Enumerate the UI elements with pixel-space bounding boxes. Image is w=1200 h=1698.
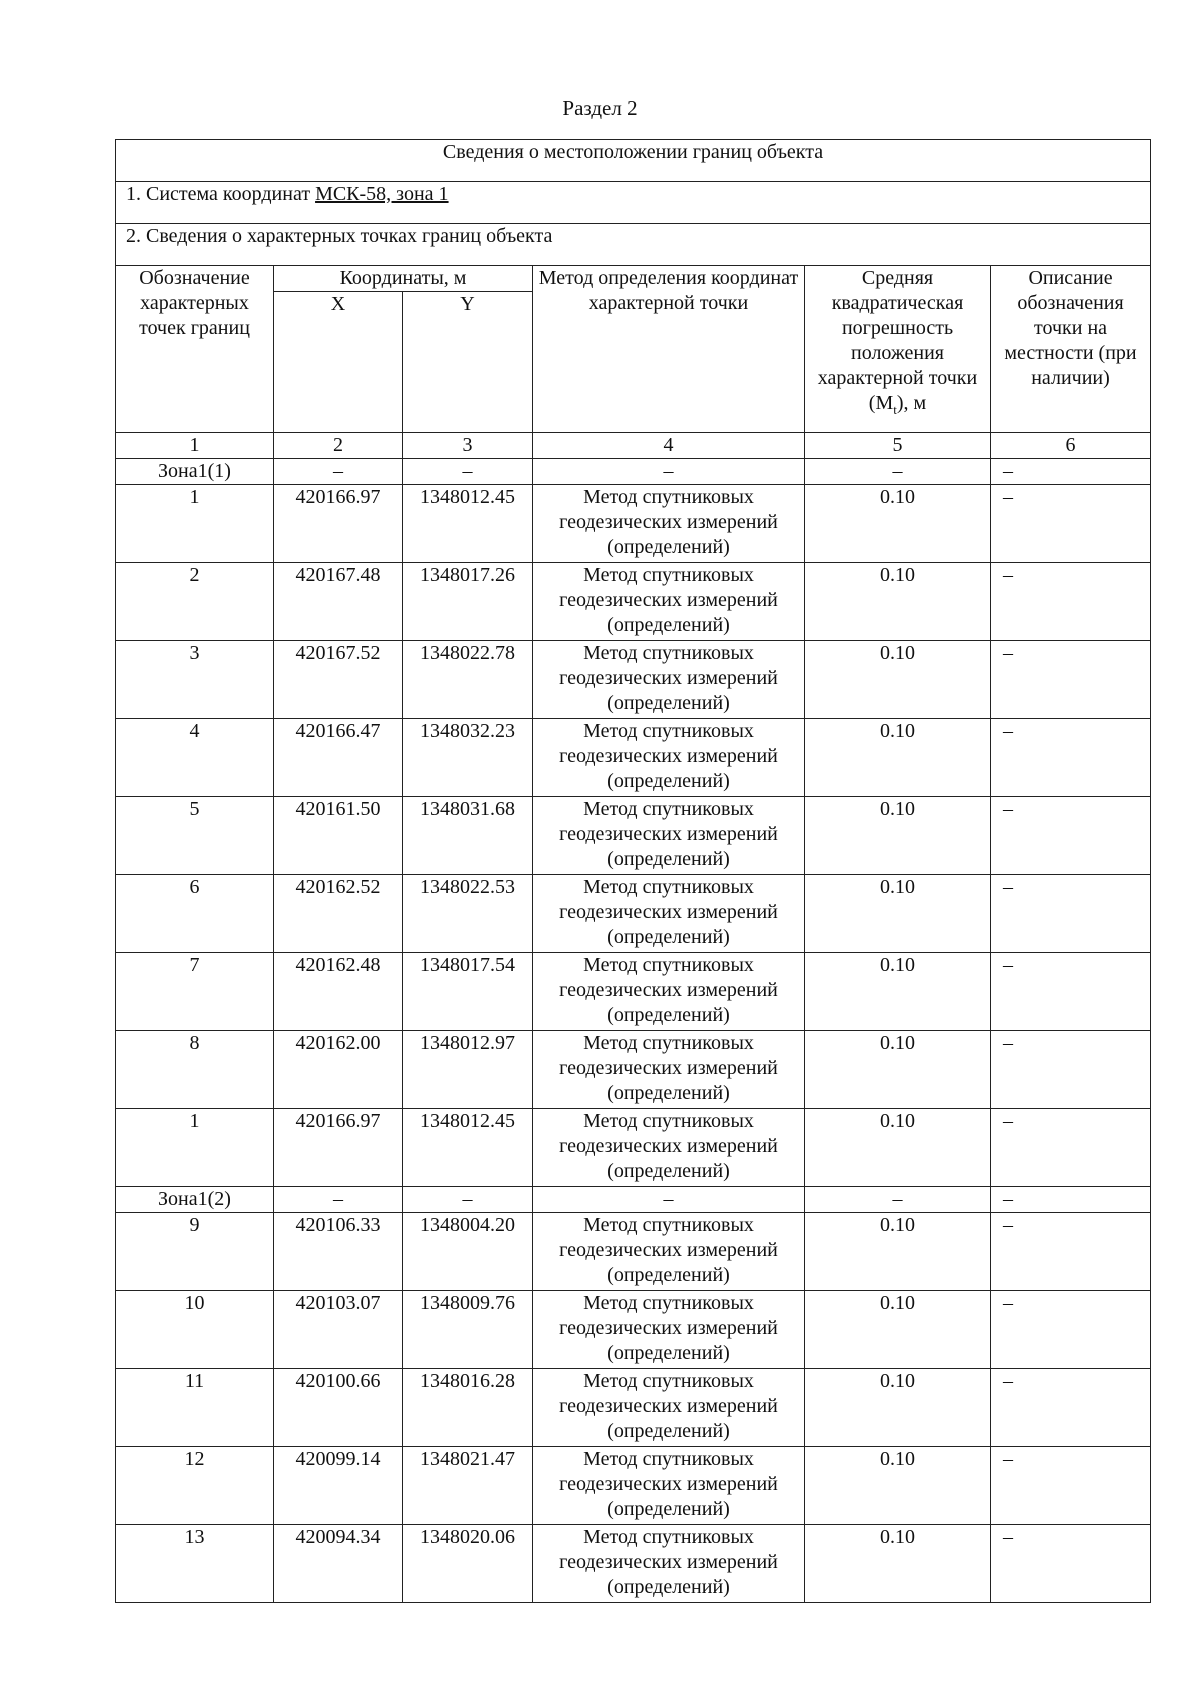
header-error <box>805 266 991 433</box>
method-cell: Метод спутниковых геодезических измерений (определений) <box>533 1369 805 1447</box>
description-cell: – <box>991 953 1151 1031</box>
y-coordinate: 1348022.53 <box>403 875 533 953</box>
point-number: 2 <box>116 563 274 641</box>
table-row <box>116 953 1151 1031</box>
point-number: 11 <box>116 1369 274 1447</box>
method-cell: Метод спутниковых геодезических измерений (определений) <box>533 719 805 797</box>
zone-dash: – <box>805 459 991 485</box>
description-cell: – <box>991 1525 1151 1603</box>
x-coordinate: 420167.52 <box>274 641 403 719</box>
description-cell: – <box>991 719 1151 797</box>
coord-system-label: 1. Система координат <box>126 183 316 205</box>
x-coordinate: 420100.66 <box>274 1369 403 1447</box>
table-row <box>116 875 1151 953</box>
header-coordinates: Координаты, м <box>274 266 533 292</box>
description-cell: – <box>991 485 1151 563</box>
description-cell: – <box>991 563 1151 641</box>
y-coordinate: 1348021.47 <box>403 1447 533 1525</box>
error-value: 0.10 <box>805 1369 991 1447</box>
column-number: 3 <box>403 433 533 459</box>
table-row <box>116 1291 1151 1369</box>
x-coordinate: 420162.52 <box>274 875 403 953</box>
column-number: 1 <box>116 433 274 459</box>
zone-dash: – <box>533 459 805 485</box>
y-coordinate: 1348031.68 <box>403 797 533 875</box>
header-method: Метод определения координат характерной точки <box>533 266 805 433</box>
description-cell: – <box>991 1109 1151 1187</box>
description-cell: – <box>991 1031 1151 1109</box>
header-description: Описание обозначения точки на местности (при наличии) <box>991 266 1151 433</box>
boundary-table <box>115 139 1151 1603</box>
description-cell: – <box>991 875 1151 953</box>
y-coordinate: 1348012.97 <box>403 1031 533 1109</box>
x-coordinate: 420103.07 <box>274 1291 403 1369</box>
table-row <box>116 1109 1151 1187</box>
error-value: 0.10 <box>805 485 991 563</box>
method-cell: Метод спутниковых геодезических измерений (определений) <box>533 797 805 875</box>
point-number: 9 <box>116 1213 274 1291</box>
zone-dash: – <box>403 1187 533 1213</box>
point-number: 3 <box>116 641 274 719</box>
table-row <box>116 641 1151 719</box>
error-value: 0.10 <box>805 1447 991 1525</box>
point-number: 1 <box>116 485 274 563</box>
method-cell: Метод спутниковых геодезических измерений (определений) <box>533 641 805 719</box>
header-point-designation: Обозначение характерных точек границ <box>116 266 274 433</box>
column-number: 2 <box>274 433 403 459</box>
zone-dash: – <box>533 1187 805 1213</box>
y-coordinate: 1348009.76 <box>403 1291 533 1369</box>
method-cell: Метод спутниковых геодезических измерений (определений) <box>533 563 805 641</box>
point-number: 13 <box>116 1525 274 1603</box>
method-cell: Метод спутниковых геодезических измерений (определений) <box>533 485 805 563</box>
header-y: Y <box>403 292 533 433</box>
error-value: 0.10 <box>805 719 991 797</box>
y-coordinate: 1348012.45 <box>403 1109 533 1187</box>
table-row <box>116 1369 1151 1447</box>
point-number: 10 <box>116 1291 274 1369</box>
y-coordinate: 1348004.20 <box>403 1213 533 1291</box>
x-coordinate: 420166.47 <box>274 719 403 797</box>
points-title: 2. Сведения о характерных точках границ объекта <box>116 224 1151 266</box>
y-coordinate: 1348017.54 <box>403 953 533 1031</box>
description-cell: – <box>991 1447 1151 1525</box>
zone-dash: – <box>274 459 403 485</box>
error-value: 0.10 <box>805 1031 991 1109</box>
table-row <box>116 1213 1151 1291</box>
point-number: 1 <box>116 1109 274 1187</box>
zone-dash: – <box>991 1187 1151 1213</box>
point-number: 12 <box>116 1447 274 1525</box>
zone-dash: – <box>991 459 1151 485</box>
x-coordinate: 420166.97 <box>274 1109 403 1187</box>
y-coordinate: 1348020.06 <box>403 1525 533 1603</box>
error-value: 0.10 <box>805 1109 991 1187</box>
header-error-main: Средняя квадратическая погрешность положения характерной точки (M <box>817 267 978 414</box>
point-number: 6 <box>116 875 274 953</box>
x-coordinate: 420166.97 <box>274 485 403 563</box>
column-number: 4 <box>533 433 805 459</box>
table-row <box>116 719 1151 797</box>
method-cell: Метод спутниковых геодезических измерений (определений) <box>533 1525 805 1603</box>
method-cell: Метод спутниковых геодезических измерений (определений) <box>533 953 805 1031</box>
error-value: 0.10 <box>805 563 991 641</box>
zone-dash: – <box>805 1187 991 1213</box>
point-number: 4 <box>116 719 274 797</box>
description-cell: – <box>991 641 1151 719</box>
point-number: 7 <box>116 953 274 1031</box>
description-cell: – <box>991 1369 1151 1447</box>
error-value: 0.10 <box>805 797 991 875</box>
table-row <box>116 1031 1151 1109</box>
y-coordinate: 1348016.28 <box>403 1369 533 1447</box>
column-number: 5 <box>805 433 991 459</box>
method-cell: Метод спутниковых геодезических измерений (определений) <box>533 1213 805 1291</box>
point-number: 5 <box>116 797 274 875</box>
y-coordinate: 1348032.23 <box>403 719 533 797</box>
y-coordinate: 1348012.45 <box>403 485 533 563</box>
header-error-sub: t <box>893 402 897 417</box>
header-error-tail: ), м <box>896 392 927 414</box>
x-coordinate: 420161.50 <box>274 797 403 875</box>
description-cell: – <box>991 1291 1151 1369</box>
x-coordinate: 420106.33 <box>274 1213 403 1291</box>
x-coordinate: 420162.00 <box>274 1031 403 1109</box>
table-row <box>116 485 1151 563</box>
x-coordinate: 420099.14 <box>274 1447 403 1525</box>
y-coordinate: 1348022.78 <box>403 641 533 719</box>
zone-label: Зона1(2) <box>116 1187 274 1213</box>
y-coordinate: 1348017.26 <box>403 563 533 641</box>
method-cell: Метод спутниковых геодезических измерений (определений) <box>533 1109 805 1187</box>
x-coordinate: 420167.48 <box>274 563 403 641</box>
x-coordinate: 420094.34 <box>274 1525 403 1603</box>
method-cell: Метод спутниковых геодезических измерений (определений) <box>533 875 805 953</box>
error-value: 0.10 <box>805 1213 991 1291</box>
zone-row <box>116 1187 1151 1213</box>
zone-dash: – <box>403 459 533 485</box>
x-coordinate: 420162.48 <box>274 953 403 1031</box>
column-number: 6 <box>991 433 1151 459</box>
table-row <box>116 1525 1151 1603</box>
error-value: 0.10 <box>805 1291 991 1369</box>
description-cell: – <box>991 797 1151 875</box>
error-value: 0.10 <box>805 875 991 953</box>
zone-row <box>116 459 1151 485</box>
method-cell: Метод спутниковых геодезических измерений (определений) <box>533 1447 805 1525</box>
point-number: 8 <box>116 1031 274 1109</box>
zone-label: Зона1(1) <box>116 459 274 485</box>
description-cell: – <box>991 1213 1151 1291</box>
error-value: 0.10 <box>805 641 991 719</box>
coord-system-row <box>116 182 1151 224</box>
method-cell: Метод спутниковых геодезических измерений (определений) <box>533 1291 805 1369</box>
method-cell: Метод спутниковых геодезических измерений (определений) <box>533 1031 805 1109</box>
header-x: X <box>274 292 403 433</box>
error-value: 0.10 <box>805 1525 991 1603</box>
coord-system-value: МСК-58, зона 1 <box>315 183 449 205</box>
error-value: 0.10 <box>805 953 991 1031</box>
table-row <box>116 563 1151 641</box>
section-title: Раздел 2 <box>562 96 638 120</box>
column-numbers-row <box>116 433 1151 459</box>
zone-dash: – <box>274 1187 403 1213</box>
table-title: Сведения о местоположении границ объекта <box>116 140 1151 182</box>
table-row <box>116 1447 1151 1525</box>
table-row <box>116 797 1151 875</box>
